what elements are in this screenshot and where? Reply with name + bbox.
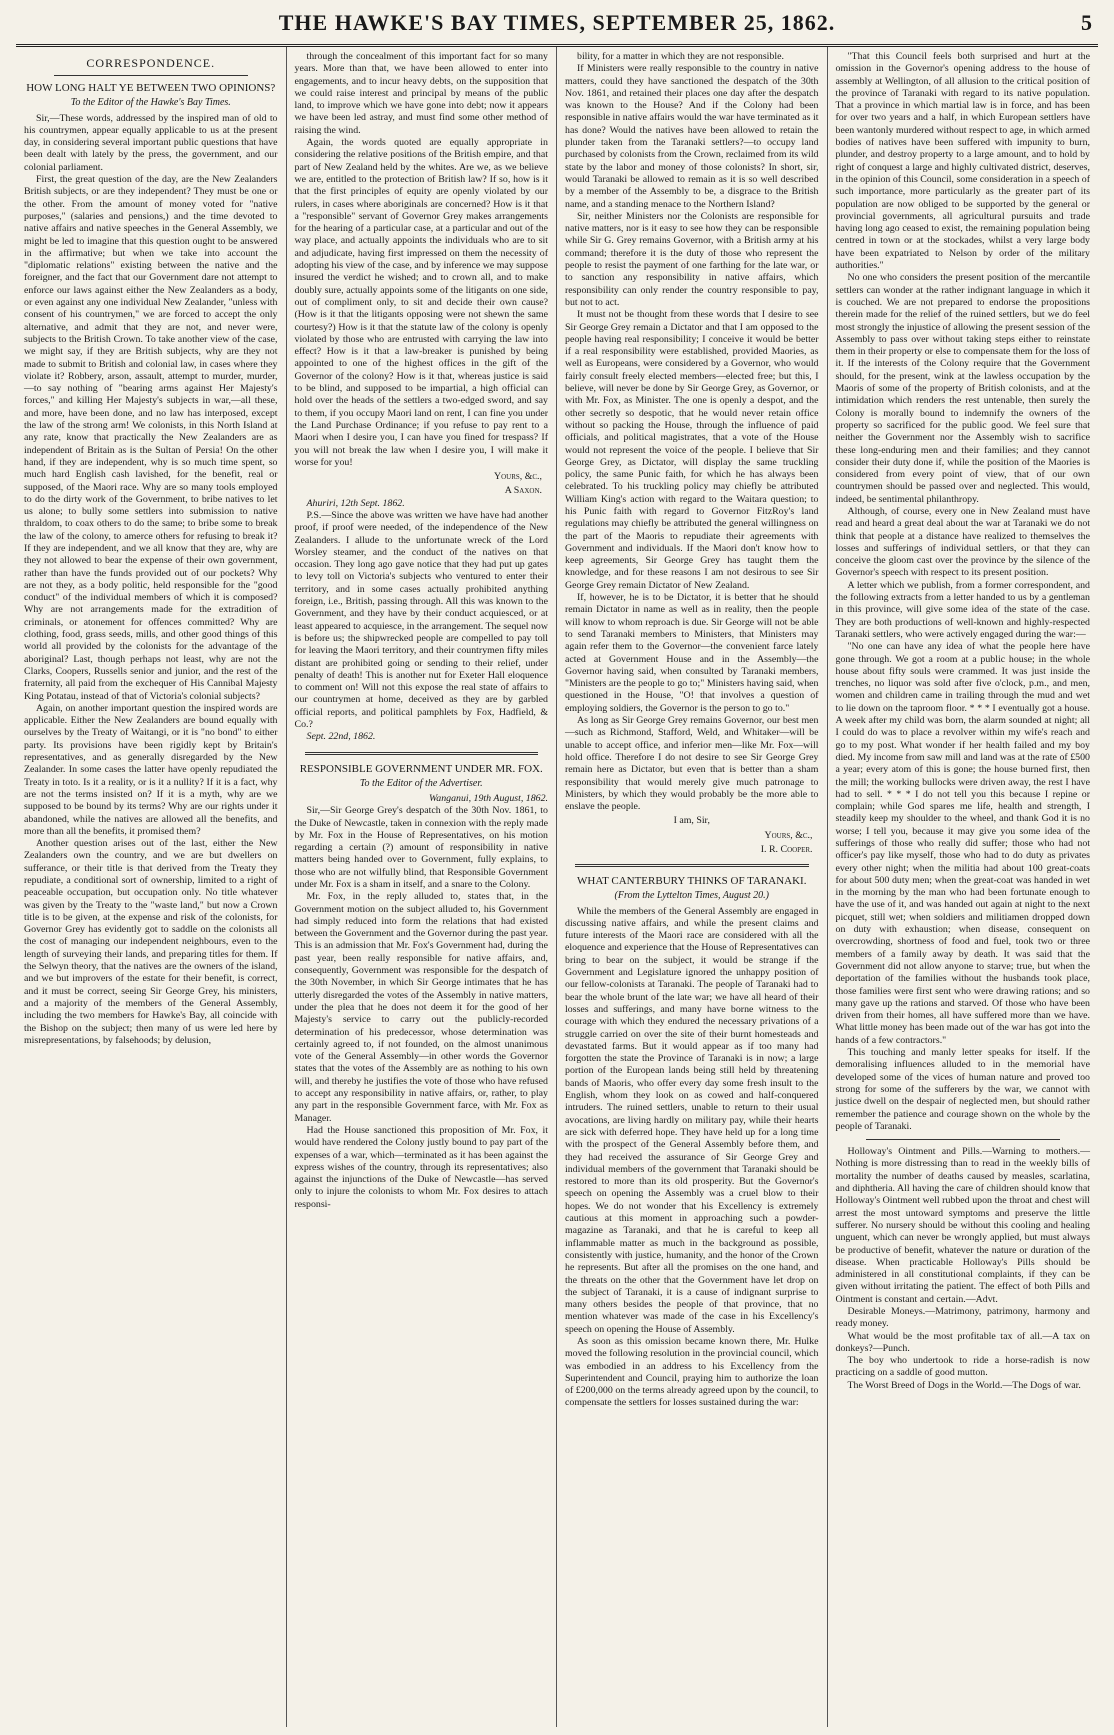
paragraph: Sir,—These words, addressed by the inspired man of old to his countrymen, appear equally applicable to us at the present day, in considering several important public questions that have been dealt with lately by the press, the government, and our colonial parliament. [24, 112, 278, 173]
section-heading: CORRESPONDENCE. [86, 56, 216, 70]
divider [575, 864, 809, 867]
paragraph: "No one can have any idea of what the people here have gone through. We got a room at a public house; in the whole house about fifty souls were crammed. It was just inside the trenches, no liquor was sold after five o'clock, p.m., and men, women and children came in trailing through the mud and wet to lie down on the taproom floor. * * * I eventually got a house. A week after my child was born, the alarm sounded at night; all I could do was to place a revolver within my wife's reach and go to my post. What wonder if her health failed and my boy died. My income from saw mill and land was at the rate of £500 a year; every atom of this is gone; the house burned first, then the mill; the working bullocks were driven away, the rest I have had to sell. * * * I do not tell you this because I repine or complain; while God spares me life, health and strength, I steadily keep my shoulder to the wheel, and thank God it is no worse; I tell you, because it may give you some idea of the sufferings of those who really did suffer; those who had not officer's pay like myself, those who had to do duty as privates every other night; when the militia had about 100 great-coats for about 500 duty men; when the great-coat was handed in wet in the morning by the man who had been fortunate enough to have the use of it, and was handed out again at night to the next picquet, still wet; when soldiers and militiamen dropped down on duty with exhaustion; when disease, consequent on overcrowding, shortness of food and fuel, took two or three members of a family away by death. It was said that the Government did not allow anyone to starve; true, but when the deportation of the families without the husbands took place, those families were first sent who were drawing rations; and so many gave up the rations and starved. Of those who have been driven from their homes, all have suffered more than we have. What little money has been made out of the war has got into the hands of a few contractors." [835, 641, 1090, 1046]
columns [16, 47, 1098, 1727]
paragraph: If Ministers were really responsible to the country in native matters, could they have sanctioned the despatch of the 30th Nov. 1861, and retained their places one day after the despatch was known to the House? And if the Colony had been responsible in native affairs would the war have terminated as it has done? Would the natives have been allowed to retain the plunder taken from the Taranaki settlers?—to occupy land purchased by colonists from the Crown, reclaimed from its wild state by the labor and money of those colonists? In short, sir, would Taranaki be allowed to remain as it is so well described by a member of the Assembly to be, a disgrace to the British name, and a standing menace to the Northern Island? [565, 63, 819, 210]
paragraph: Sir,—Sir George Grey's despatch of the 30th Nov. 1861, to the Duke of Newcastle, taken in connexion with the reply made by Mr. Fox in the House of Representatives, on his motion regarding a certain (?) amount of responsibility in native matters being handed over to Government, fully explains, to those who are not wilfully blind, that Responsible Government under Mr. Fox is a sham in itself, and a snare to the Colony. [294, 805, 548, 890]
advertisement: Holloway's Ointment and Pills.—Warning to mothers.—Nothing is more distressing than to read in the weekly bills of mortality the number of deaths caused by measles, scarlatina, and diphtheria. All having the care of children should know that Holloway's Ointment well rubbed upon the throat and chest will arrest the most untoward symptoms and preserve the little sufferer. No nursery should be without this cooling and healing unguent, which can never be wrongly applied, but must always be productive of benefit, whatever the nature or duration of the disease. When practicable Holloway's Pills should be administered in all constitutional complaints, if they can be given without irritating the patient. The effect of both Pills and Ointment is constant and certain.—Advt. [835, 1146, 1090, 1305]
paragraph: "That this Council feels both surprised and hurt at the omission in the Governor's opening address to the house of assembly at Wellington, of all allusion to the critical position of the province of Taranaki with regard to its native population. That a province in which martial law is in force, and has been for over two years and a half, in which European settlers have been wantonly murdered without respect to age, in which armed bodies of natives have been suffered with impunity to burn, plunder, and destroy property to a large amount, and to hold by right of conquest a large and highly cultivated district, deserves, in the opinion of this Council, some consideration in a speech of such importance, more particularly as the greater part of its population are now obliged to be supported by the general or provincial governments, all agricultural pursuits and trade having long ago ceased to exist, the remaining population being centred in town or at the stockades, whilst a very large body have been expatriated to Nelson by order of the military authorities." [835, 51, 1091, 272]
signature-line: Yours, &c., [764, 829, 813, 841]
paragraph: While the members of the General Assembly are engaged in discussing native affairs, and while the present claims and future interests of the Maori race are considered with all the eloquence and experience that the House of Representatives can bring to bear on the subject, it would be strange if the Government and Legislature ignored the unhappy position of our fellow-colonists at Taranaki. The people of Taranaki had to bear the whole brunt of the late war; we have all heard of their losses and sufferings, and many have borne witness to the courage with which they endured the necessary privations of a struggle carried on over the site of their burnt homesteads and devastated farms. But it would appear as if too many had forgotten the state the Province of Taranaki is in now; a large portion of the European lands being still held by threatening bands of Maoris, who offer every day some fresh insult to the English, whom they look on as cowed and half-conquered intruders. The ruined settlers, unable to return to their usual avocations, are living hardly on military pay, while their hearts are sick with deferred hope. They have held up for a long time with the prospect of the General Assembly before them, and they had received the assurance of Sir George Grey and individual members of the government that Taranaki should be restored to more than its old prosperity. But the Governor's speech on opening the Assembly was a cruel blow to their hopes. We do not wonder that his Excellency is extremely cautious at this moment in approaching such a powder-magazine as Taranaki, and that he is careful to keep all inflammable matter as much in the background as possible, consistently with justice, humanity, and the honor of the Crown he represents. But after all the promises on the one hand, and the threats on the other that the Government have let drop on the subject of Taranaki, it is a cause of indignant surprise to many others besides the people of that province, that no mention whatever was made of the case in his Excellency's speech on opening the House of Assembly. [565, 905, 819, 1335]
paragraph: This touching and manly letter speaks for itself. If the demoralising influences alluded to in the memorial have developed some of the vices of human nature and proved too strong for some of the sufferers by the war, we cannot with justice dwell on the despair of neglected men, but should rather remember the patience and courage shown on the whole by the people of Taranaki. [835, 1047, 1090, 1132]
dateline: Sept. 22nd, 1862. [306, 731, 376, 743]
column-4 [828, 47, 1099, 1727]
paragraph: through the concealment of this important fact for so many years. More than that, we have been allowed to enter into engagements, and to incur heavy debts, on the supposition that we could raise interest and principal by means of the public land, to improve which we have gone into debt; now it appears we have been led astray, and must find some other method of raising the wind. [294, 51, 548, 136]
signature-name: I. R. Cooper. [760, 844, 813, 855]
paragraph: If, however, he is to be Dictator, it is better that he should remain Dictator in name as well as in reality, then the people will know to whom reproach is due. Sir George will not be able to send Taranaki members to Ministers, that Ministers may again refer them to the Governor—the convenient farce lately acted at Government House and in the Assembly—the Governor having said, when consulted by Taranaki members, "Ministers are the people to go to;" Ministers having said, when questioned in the House, "O! that involves a question of employing soldiers, the Governor is the person to go to." [565, 592, 819, 714]
newspaper-title: THE HAWKE'S BAY TIMES, SEPTEMBER 25, 1862. [278, 10, 836, 35]
column-1 [16, 47, 287, 1727]
page-number: 5 [1081, 10, 1092, 35]
article-subtitle: To the Editor of the Hawke's Bay Times. [70, 97, 231, 109]
postscript: P.S.—Since the above was written we have have had another proof, if proof were needed, of the independence of the New Zealanders. I allude to the unfortunate wreck of the Lord Worsley steamer, and the conduct of the natives on that occasion. They long ago gave notice that they had put up gates to levy toll on Victoria's subjects who ventured to enter their territory, and in some cases actually prohibited anything foreign, i.e., British, passing through. All this was known to the Government, and they have by their conduct acquiesced, or at least appeared to acquiesce, in the arrangement. The sequel now is before us; the shipwrecked people are compelled to pay toll for leaving the Maori territory, and their countrymen fifty miles distant are prohibited going or sending to their relief, under penalty of death! This is another nut for Exeter Hall eloquence to comment on! Will not this expose the real state of affairs to our countrymen at home, deceived as they are by garbled official reports, and political pamphlets by Fox, Hadfield, & Co.? [294, 509, 548, 731]
dateline: Ahuriri, 12th Sept. 1862. [306, 497, 405, 509]
paragraph: Sir, neither Ministers nor the Colonists are responsible for native matters, nor is it easy to see how they can be responsible while Sir G. Grey remains Governor, with a British army at his command; therefore it is the duty of those who represent the people to resist the payment of one farthing for the late war, or to sanction any responsibility in native affairs, which responsibility can only render the country responsible to pay, but not to act. [565, 210, 819, 308]
signature-line: Yours, &c., [493, 471, 542, 483]
article-title: WHAT CANTERBURY THINKS OF TARANAKI. [577, 875, 807, 888]
snippet: Desirable Moneys.—Matrimony, patrimony, harmony and ready money. [835, 1305, 1090, 1330]
snippet: The Worst Breed of Dogs in the World.—The Dogs of war. [847, 1379, 1081, 1391]
divider [305, 752, 539, 755]
paragraph: As long as Sir George Grey remains Governor, our best men—such as Richmond, Stafford, Weld, and Whitaker—will be unable to accept office, and inferior men—like Mr. Fox—will hold office. Therefore I do not desire to see Sir George Grey remain here as Dictator, but even that is better than a sham responsibility that would merely give much patronage to Ministers, by which they would probably be the more able to enslave the people. [565, 715, 819, 813]
paragraph: Had the House sanctioned this proposition of Mr. Fox, it would have rendered the Colony justly bound to pay part of the expenses of a war, which—terminated as it has been against the express wishes of the country, through its representatives; also against the injunctions of the Duke of Newcastle—has served only to injure the colonists to whom Mr. Fox desires to attach responsi- [294, 1124, 548, 1210]
paragraph: bility, for a matter in which they are not responsible. [577, 51, 784, 62]
article-subtitle: To the Editor of the Advertiser. [359, 777, 483, 789]
paragraph: As soon as this omission became known there, Mr. Hulke moved the following resolution in the provincial council, which was embodied in an address to his Excellency from the Superintendent and Council, praying him to authorize the loan of £200,000 on the terms already agreed upon by the council, to compensate the settlers for losses sustained during the war: [565, 1335, 819, 1409]
paragraph: It must not be thought from these words that I desire to see Sir George Grey remain a Dictator and that I am opposed to the people having real responsibility; I conceive it would be better if a real responsibility were established, provided Maories, as well as Europeans, were considered by a Governor, who would fairly consult freely elected members—elected free; but this, I believe, will never be done by Sir George Grey, as Governor, or with Mr. Fox, as Minister. The one is openly a despot, and the other secretly so despotic, that he would never retain office without so packing the House, through the influence of paid officials, and political magistrates, that a vote of the House would not represent the voice of the people. I believe that Sir George Grey, as Dictator, will display the same truckling policy, the same Punic faith, for which he has always been celebrated. To his truckling policy may chiefly be attributed William King's action with regard to the Waitara question; to his Punic faith with regard to Governor FitzRoy's land regulations may chiefly be attributed the general willingness on the part of the Maoris to repudiate their agreements with Government and individuals. If the Maori don't know how to keep agreements, Sir George Grey has taught them the knowledge, and for these reasons I am not desirous to see Sir George Grey remain Dictator of New Zealand. [565, 309, 819, 591]
masthead [16, 0, 1098, 47]
column-2 [287, 47, 558, 1727]
article-title: HOW LONG HALT YE BETWEEN TWO OPINIONS? [26, 82, 276, 95]
paragraph: Again, on another important question the inspired words are applicable. Either the New Zealanders are bound equally with ourselves by the Treaty of Waitangi, or it is "no bond" to either party. Its provisions have been rigidly kept by Britain's representatives, and as generally disregarded by the New Zealander. In some cases the latter have openly repudiated the Treaty in toto. Is it a reality, or is it a nullity? If it is a fact, why are not the terms insisted on? If it is a myth, why are we supposed to be bound by its terms? Why are our rights under it abandoned, while the natives are allowed all the benefits, and more than all the benefits, it promised them? [24, 702, 278, 837]
divider [866, 1139, 1061, 1140]
snippet: What would be the most profitable tax of all.—A tax on donkeys?—Punch. [835, 1330, 1090, 1354]
signature-name: A Saxon. [504, 485, 542, 497]
divider [54, 75, 248, 76]
paragraph: A letter which we publish, from a former correspondent, and the following extracts from a letter handed to us by a gentleman in this province, will give some idea of the state of the case. They are both productions of well-known and highly-respected Taranaki settlers, who were actively engaged during the war:— [835, 579, 1090, 640]
column-3 [557, 47, 828, 1727]
paragraph: Although, of course, every one in New Zealand must have read and heard a great deal about the war at Taranaki we do not think that people at a distance have realized to themselves the losses and sufferings of individual settlers, or that they can conceive the gloom cast over the province by the silence of the Governor's speech with respect to its present position. [835, 505, 1090, 579]
paragraph: No one who considers the present position of the mercantile settlers can wonder at the rather indignant language in which it is couched. We are not prepared to endorse the propositions therein made for the relief of the ruined settlers, but we do feel most strongly the injustice of allowing the present session of the Assembly to pass over without taking steps either to reinstate them in their property or else to compensate them for the loss of it. If the interests of the Colony require that the Government should, for the present, wink at the lawless occupation by the Maoris of some of the property of British colonists, and at the intimidation which renders the rest untenable, then surely the Colony is morally bound to indemnify the owners of the property so sacrificed for the public good. We feel sure that neither the Government nor the Assembly wish to sacrifice these long-enduring men and their families; and they cannot consider their duty done if, while the position of the Maories is considered from every point of view, that of our own countrymen should be passed over and neglected. This would, indeed, be sentimental philanthropy. [835, 272, 1090, 505]
article-title: RESPONSIBLE GOVERNMENT UNDER MR. FOX. [299, 762, 543, 775]
paragraph: First, the great question of the day, are the New Zealanders British subjects, or are they independent? They must be one or the other. From the amount of money voted for "native purposes," (salaries and pensions,) and the time devoted to native affairs and native speeches in the General Assembly, we might be led to imagine that this question ought to be answered in the affirmative; but when we take into account the "diplomatic relations" existing between the native and the foreigner, and the fact that our Government dare not attempt to enforce our laws against either the New Zealanders as a body, or even against any one individual New Zealander, "unless with consent of his countrymen," we are forced to accept the only alternative, and admit that they are not, and never were, subjects to the British Crown. To take another view of the case, we might say, if they are British subjects, why are they not made to submit to British and colonial law, in cases where they violate it? Robbery, arson, assault, attempt to murder, murder,—to say nothing of "bearing arms against Her Majesty's forces," and killing Her Majesty's subjects in war,—all these, and more, have been done, and no law has interposed, except the law of the strong arm! We colonists, in this North Island at any rate, know that practically the New Zealanders are as independent of Britain as is the Sultan of Persia! On the other hand, if they are independent, why is so much time spent, so much hard English cash lavished, for the benefit, real or supposed, of the Maori race. Why are so many tools employed to do the dirty work of the Government, to bribe natives to let us alone; to bully some settlers into submission to native thraldom, to coax others to do the same; to bribe some to break the law of the colony, to amerce others for refusing to break it? If they are independent, and we all know that they are, why are they not allowed to bear the expense of their own government, rather than have the funds provided out of our pockets? Why are not they, as a body politic, held responsible for the "good conduct" of the individual members of which it is composed? Why are not arrangements made for the extradition of criminals, or atonement for offences committed? Why are clothing, food, grass seeds, mills, and other good things of this world all provided by the colonists for the advantage of the aboriginal? Last, though perhaps not least, why are not the Clarks, Coopers, Russells senior and junior, and the rest of the fraternity, all paid from the exchequer of His Cannibal Majesty King Potatau, instead of that of Victoria's colonial subjects? [24, 174, 278, 702]
dateline: Wanganui, 19th August, 1862. [428, 792, 548, 804]
signature-line: I am, Sir, [673, 815, 710, 827]
snippet: The boy who undertook to ride a horse-radish is now practicing on a saddle of good mutton. [835, 1355, 1090, 1379]
paragraph: Mr. Fox, in the reply alluded to, states that, in the Government motion on the subject alluded to, his Government had simply reduced into form the relations that had existed between the Government and the Governor during the past year. This is an admission that Mr. Fox's Government had, during the past year, been really responsible for native affairs, and, consequently, Government was responsible for the despatch of the 30th November, in which Sir George intimates that he has utterly disregarded the votes of the Assembly in native matters, under the plea that he does not deem it for the good of her Majesty's service to carry out the publicly-recorded determination of his predecessor, whose determination was certainly agreed to, if not founded, on the almost unanimous vote of the General Assembly—in other words the Governor states that the votes of the Assembly are as nothing to his own will, and thereby he justifies the vote of those who have refused to accept any responsibility in native affairs, or, rather, to play any part in the responsible Government farce, with Mr. Fox as Manager. [294, 891, 548, 1124]
paragraph: Another question arises out of the last, either the New Zealanders own the country, and we are but dwellers on sufferance, or their title is that derived from the Treaty they repudiate, a conditional sort of ownership, limited to a right of peaceable occupation, but occupation only. No title whatever was given by the Treaty to the "waste land," but now a Crown title is to be given, at the expense and risk of the colonists, for Governor Grey has evidently got to saddle on the colonists all the cost of managing our independent neighbours, even to the length of surveying their lands, and preparing titles for them. If the Selwyn theory, that the natives are the owners of the island, and we but improvers of the estate for their benefit, is correct, and it must be correct, seeing Sir George Grey, his ministers, and a majority of the members of the General Assembly, including the two members for Hawke's Bay, all coincide with the Bishop on the subject; then many of us were led here by misrepresentations, by falsehoods; by delusion, [24, 838, 278, 1046]
article-subtitle: (From the Lyttelton Times, August 20.) [614, 890, 769, 902]
paragraph: Again, the words quoted are equally appropriate in considering the relative positions of the British empire, and that part of New Zealand held by the whites. Are we, as we believe we are, entitled to the protection of British law? If so, how is it that the first principles of equity are openly violated by our rulers, in cases where aboriginals are concerned? How is it that a "responsible" servant of Governor Grey makes arrangements for the hearing of a particular case, at a particular and out of the way place, and actually appoints the individuals who are to sit and adjudicate, having first impressed on them the necessity of adopting his view of the case, and by inference we may suppose insured the verdict he wished; and to crown all, and to make doubly sure, actually appoints some of the litigants on one side, out of compliment only, to sit and decide their own cause? (How is it that the litigants opposing were not shewn the same courtesy?) How is it that the statute law of the colony is openly violated by those who are entrusted with carrying the law into effect? How is it that a law-breaker is punished by being appointed to one of the highest offices in the gift of the Governor of the colony? How is it that, whereas justice is said to be blind, and supposed to be impartial, a high official can hold over the heads of the settlers a two-edged sword, and say to them, if you occupy Maori land on rent, I can fine you under the Land Purchase Ordinance; if you refuse to pay rent to a Maori when I desire you, I can have you fined for trespass? If you will not break the law when I desire you, I will make it worse for you! [294, 137, 548, 468]
